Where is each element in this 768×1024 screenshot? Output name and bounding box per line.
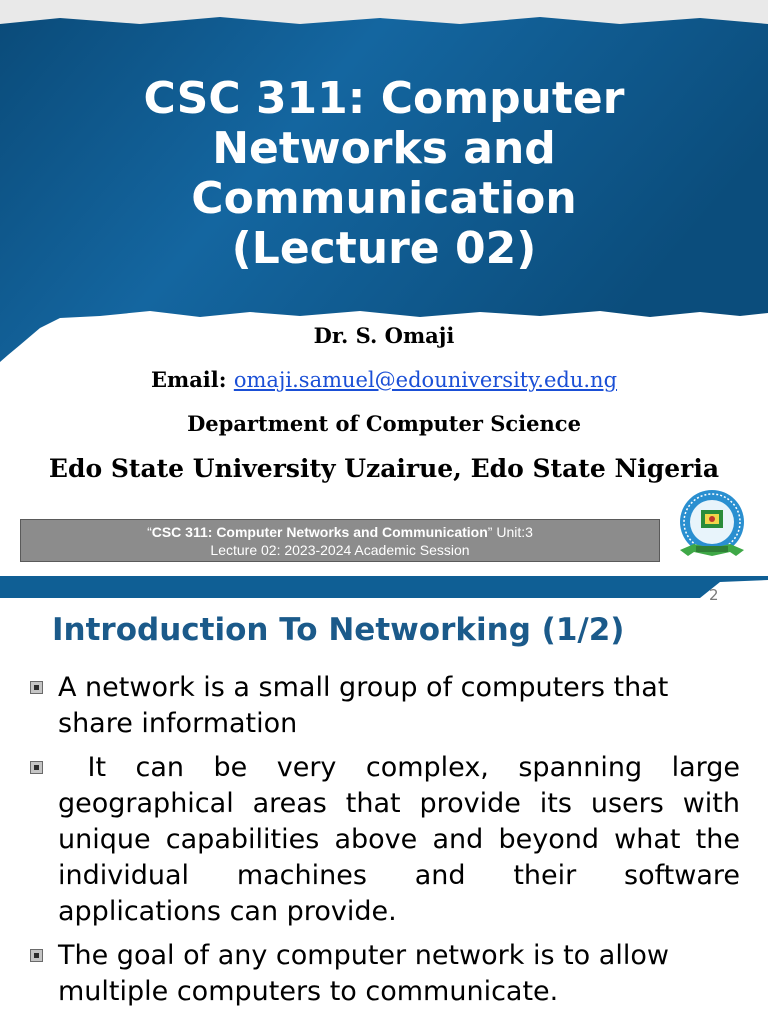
department-name: Department of Computer Science: [187, 411, 581, 436]
footer-quote-open: “: [147, 524, 152, 540]
university-name: Edo State University Uzairue, Edo State Nigeria: [48, 454, 720, 483]
square-bullet-icon: [30, 681, 43, 694]
square-bullet-icon: [30, 949, 43, 962]
email-link[interactable]: omaji.samuel@edouniversity.edu.ng: [233, 368, 618, 392]
footer-course-title: CSC 311: Computer Networks and Communication: [151, 524, 488, 540]
page-number: 2: [709, 586, 719, 604]
list-item: [28, 670, 740, 742]
list-item: [28, 938, 740, 1010]
course-footer-bar: [20, 519, 660, 562]
slide-title: [0, 74, 768, 274]
title-line: CSC 311: Computer: [143, 73, 625, 124]
footer-line-1: [21, 523, 659, 541]
title-line: Communication: [191, 173, 577, 224]
bullet-text: It can be very complex, spanning large geographical areas that provide its users with unique capabilities above and beyond what the individual machines and their software applications can provide.: [58, 752, 749, 927]
author-name: Dr. S. Omaji: [313, 323, 455, 348]
email-line: [0, 367, 768, 392]
list-item: [28, 750, 749, 930]
bullet-text: A network is a small group of computers that share information: [58, 672, 669, 739]
footer-quote-close: ”: [487, 524, 493, 540]
university-seal-icon: [674, 486, 750, 568]
title-line: Networks and: [212, 123, 556, 174]
square-bullet-icon: [30, 761, 43, 774]
email-label: Email:: [150, 367, 227, 392]
bullet-list: [28, 670, 749, 1018]
slide-header-band: [0, 576, 768, 598]
title-line: (Lecture 02): [231, 223, 537, 274]
slide-heading: Introduction To Networking (1/2): [52, 612, 625, 648]
bullet-text: The goal of any computer network is to allow multiple computers to communicate.: [58, 940, 669, 1007]
content-slide: [0, 568, 768, 1024]
footer-line-2: Lecture 02: 2023-2024 Academic Session: [210, 542, 470, 558]
footer-unit: Unit:3: [492, 524, 533, 540]
